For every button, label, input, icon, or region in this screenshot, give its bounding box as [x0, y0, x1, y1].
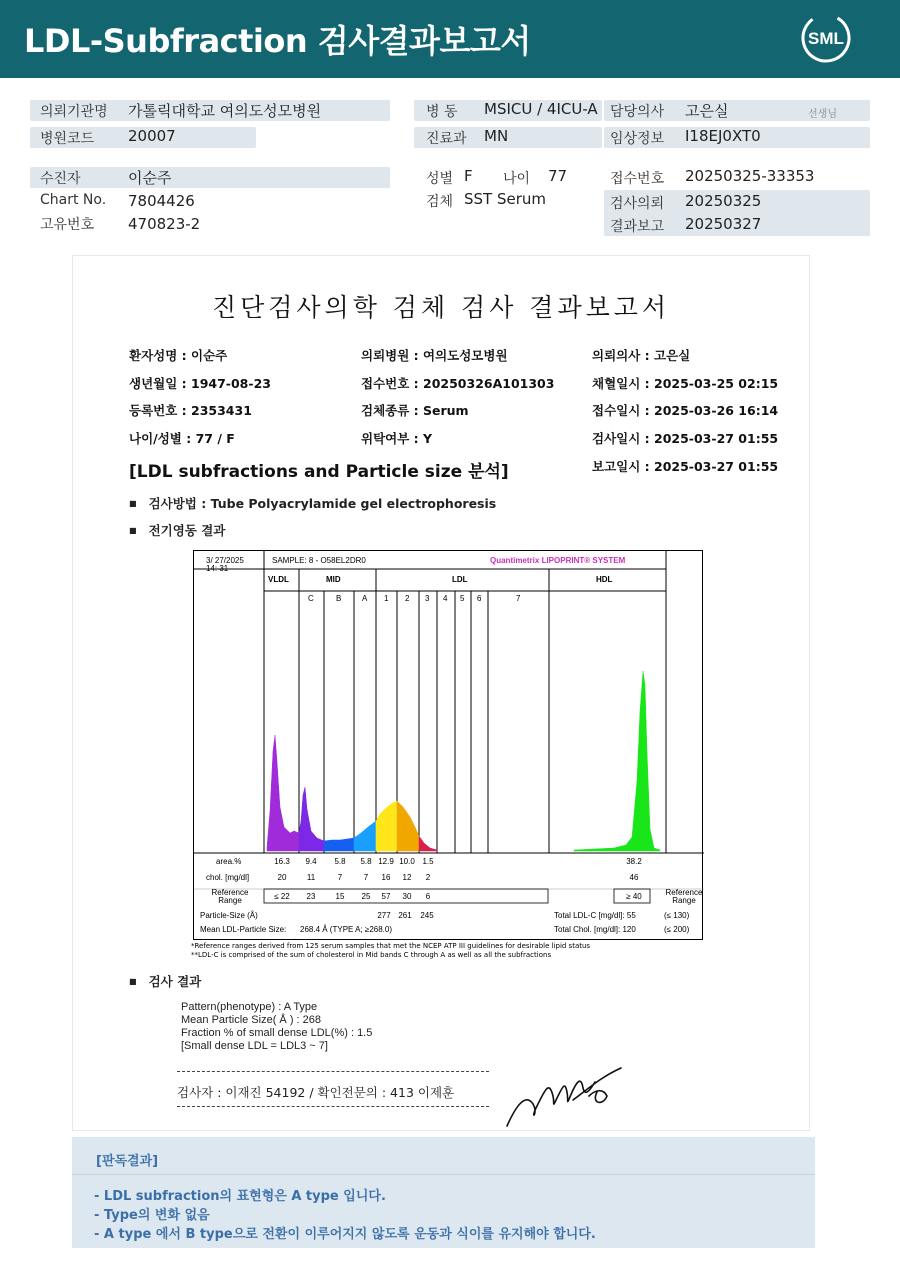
- unique-no-value: 470823-2: [128, 215, 201, 233]
- trace-vldl: [267, 735, 299, 851]
- chol-cell: 46: [629, 873, 639, 882]
- field-age-sex: 나이/성별 : 77 / F: [129, 431, 235, 446]
- age-value: 77: [548, 167, 568, 185]
- band-label-1: 1: [384, 594, 389, 603]
- area-pct-cell: 12.9: [378, 857, 394, 866]
- field-receive-time: 접수일시 : 2025-03-26 16:14: [592, 403, 779, 418]
- band-label-5: 5: [460, 594, 465, 603]
- interpretation-panel: [72, 1137, 815, 1248]
- field-reg-no: 등록번호 : 2353431: [129, 403, 252, 418]
- reference-cell: 15: [335, 892, 345, 901]
- footnote-1: *Reference ranges derived from 125 serum samples that met the NCEP ATP III guidelines for desirable lipid status: [191, 942, 591, 950]
- area-pct-cell: 9.4: [305, 857, 317, 866]
- result-list: [181, 1001, 372, 1053]
- doctor-value: 고은실: [685, 102, 729, 120]
- clinical-label: 임상정보: [610, 131, 665, 147]
- interpretation-item-3: - A type 에서 B type으로 전환이 이루어지지 않도록 운동과 식이를 유지해야 합니다.: [94, 1227, 596, 1242]
- interpretation-heading: [판독결과]: [96, 1154, 159, 1169]
- field-patient-name: 환자성명 : 이순주: [129, 348, 228, 363]
- trace-group: [267, 671, 660, 851]
- band-label-c: C: [308, 594, 314, 603]
- method-line: ■ 검사방법 : Tube Polyacrylamide gel electrophoresis: [129, 494, 496, 512]
- unique-no-label: 고유번호: [40, 217, 95, 233]
- total-chol-ref: (≤ 200): [664, 925, 690, 934]
- area-pct-cell: 1.5: [422, 857, 434, 866]
- group-label-hdl: HDL: [596, 575, 613, 584]
- band-label-3: 3: [425, 594, 430, 603]
- reference-cell: 57: [381, 892, 391, 901]
- field-receipt-no: 접수번호 : 20250326A101303: [361, 376, 555, 391]
- reference-label-right: Reference Range: [665, 888, 703, 905]
- result-pattern: Pattern(phenotype) : A Type: [181, 1001, 318, 1013]
- result-small-dense: Fraction % of small dense LDL(%) : 1.5: [181, 1027, 373, 1039]
- chol-cell: 7: [363, 873, 369, 882]
- reference-cell: 25: [361, 892, 371, 901]
- trace-hdl: [574, 671, 660, 851]
- result-mean-size: Mean Particle Size( Å ) : 268: [181, 1014, 322, 1026]
- chol-cell: 20: [277, 873, 287, 882]
- footnote-2: **LDL-C is comprised of the sum of cholesterol in Mid bands C through A as well as all the subfractions: [191, 950, 552, 959]
- trace-mid-c: [299, 787, 324, 851]
- field-birthdate: 생년월일 : 1947-08-23: [129, 376, 271, 391]
- band-label-2: 2: [405, 594, 410, 603]
- area-pct-cell: 38.2: [626, 857, 642, 866]
- specimen-value: SST Serum: [464, 190, 547, 208]
- trace-mid-b: [324, 838, 354, 851]
- specimen-label: 검체: [426, 194, 454, 210]
- report-title: 진단검사의학 검체 검사 결과보고서: [211, 293, 671, 322]
- particle-size-cell: 277: [377, 911, 391, 920]
- sex-label: 성별: [426, 171, 454, 187]
- group-label-mid: MID: [326, 575, 341, 584]
- age-label: 나이: [503, 171, 531, 187]
- patient-value: 이순주: [128, 169, 172, 187]
- report-date-value: 20250327: [685, 215, 762, 233]
- receipt-value: 20250325-33353: [685, 167, 815, 185]
- hospital-code-value: 20007: [128, 127, 176, 145]
- chol-cell: 12: [402, 873, 412, 882]
- chart-sample: SAMPLE: 8 - O58EL2DR0: [272, 556, 366, 565]
- interpretation-item-1: - LDL subfraction의 표현형은 A type 입니다.: [94, 1189, 386, 1204]
- chart-title: Quantimetrix LIPOPRINT® SYSTEM: [490, 556, 626, 565]
- row-label-particle: Particle-Size (Å): [200, 911, 258, 920]
- group-label-ldl: LDL: [452, 575, 468, 584]
- trace-ldl-2: [397, 801, 419, 851]
- particle-size-cell: 261: [398, 911, 412, 920]
- band-label-4: 4: [443, 594, 448, 603]
- report-sheet: [72, 255, 810, 1131]
- doctor-suffix: 선생님: [808, 109, 837, 120]
- chol-cell: 7: [337, 873, 343, 882]
- report-date-label: 결과보고: [610, 219, 665, 235]
- band-label-b: B: [336, 594, 342, 603]
- row-label-chol: chol. [mg/dl]: [206, 873, 250, 882]
- doctor-label: 담당의사: [610, 104, 665, 120]
- interpretation-divider: [72, 1174, 815, 1175]
- page-title: LDL-Subfraction 검사결과보고서: [24, 22, 531, 60]
- total-chol: Total Chol. [mg/dl]: 120: [554, 925, 636, 934]
- chart-time: 14: 31: [206, 564, 229, 573]
- area-pct-cell: 5.8: [360, 857, 372, 866]
- section-title: [LDL subfractions and Particle size 분석]: [129, 462, 509, 482]
- result-note: [Small dense LDL = LDL3 ~ 7]: [181, 1040, 328, 1052]
- signature-image: [503, 1062, 628, 1130]
- band-label-7: 7: [516, 594, 521, 603]
- field-collect-time: 채혈일시 : 2025-03-25 02:15: [592, 376, 779, 391]
- trace-ldl-1: [376, 801, 397, 851]
- area-pct-cell: 5.8: [334, 857, 346, 866]
- hospital-label: 의뢰기관명: [40, 104, 108, 120]
- field-specimen: 검체종류 : Serum: [361, 403, 469, 418]
- row-label-reference: Reference Range: [211, 888, 249, 905]
- reference-cell: 30: [402, 892, 412, 901]
- group-label-vldl: VLDL: [268, 575, 289, 584]
- area-pct-cell: 10.0: [399, 857, 415, 866]
- clinical-value: I18EJ0XT0: [685, 127, 761, 145]
- row-label-mean: Mean LDL-Particle Size:: [200, 925, 287, 934]
- reference-cell: ≥ 40: [626, 892, 642, 901]
- sml-logo: [800, 12, 852, 64]
- field-report-time: 보고일시 : 2025-03-27 01:55: [592, 459, 779, 474]
- particle-size-cell: 245: [420, 911, 434, 920]
- band-dividers: [299, 569, 549, 853]
- interpretation-item-2: - Type의 변화 없음: [94, 1208, 210, 1223]
- result-heading: ■ 검사 결과: [129, 972, 201, 990]
- trace-mid-a: [354, 821, 376, 851]
- field-consign: 위탁여부 : Y: [361, 431, 433, 446]
- signature-rule-bottom: [177, 1106, 489, 1107]
- sex-value: F: [464, 167, 473, 185]
- reference-cell: 23: [306, 892, 316, 901]
- electro-heading: ■ 전기영동 결과: [129, 521, 225, 539]
- signature-text: 검사자 : 이재진 54192 / 확인전문의 : 413 이제훈: [177, 1085, 455, 1100]
- total-ldl: Total LDL-C [mg/dl]: 55: [554, 911, 636, 920]
- band-label-6: 6: [477, 594, 482, 603]
- area-pct-cell: 16.3: [274, 857, 290, 866]
- ward-label: 병 동: [426, 104, 458, 120]
- signature-rule-top: [177, 1071, 489, 1072]
- request-label: 검사의뢰: [610, 196, 665, 212]
- patient-label: 수진자: [40, 171, 81, 187]
- reference-cell: 6: [425, 892, 431, 901]
- mean-ldl-size: 268.4 Å (TYPE A; ≥268.0): [300, 925, 392, 934]
- footnotes: [191, 942, 590, 959]
- row-label-area: area.%: [216, 857, 242, 866]
- chol-cell: 2: [425, 873, 431, 882]
- chol-cell: 16: [381, 873, 391, 882]
- dept-value: MN: [484, 127, 509, 145]
- receipt-label: 접수번호: [610, 171, 665, 187]
- hospital-value: 가톨릭대학교 여의도성모병원: [128, 102, 322, 120]
- patient-row: [30, 167, 390, 188]
- field-hospital: 의뢰병원 : 여의도성모병원: [361, 348, 508, 363]
- chol-cell: 11: [306, 873, 316, 882]
- chart-svg: [194, 551, 704, 941]
- page-header: [0, 0, 900, 78]
- reference-cell: ≤ 22: [274, 892, 290, 901]
- total-ldl-ref: (≤ 130): [664, 911, 690, 920]
- dept-label: 진료과: [426, 131, 467, 147]
- lipoprint-chart: [193, 550, 703, 940]
- field-test-time: 검사일시 : 2025-03-27 01:55: [592, 431, 779, 446]
- ward-value: MSICU / 4ICU-A: [484, 100, 598, 118]
- chart-no-label: Chart No.: [40, 192, 107, 208]
- request-value: 20250325: [685, 192, 762, 210]
- field-doctor: 의뢰의사 : 고은실: [592, 348, 691, 363]
- hospital-code-label: 병원코드: [40, 131, 95, 147]
- band-label-a: A: [362, 594, 368, 603]
- chart-no-value: 7804426: [128, 192, 195, 210]
- trace-ldl-3: [419, 836, 437, 851]
- logo-text: SML: [808, 29, 844, 48]
- chart-date: 3/ 27/2025: [206, 556, 244, 565]
